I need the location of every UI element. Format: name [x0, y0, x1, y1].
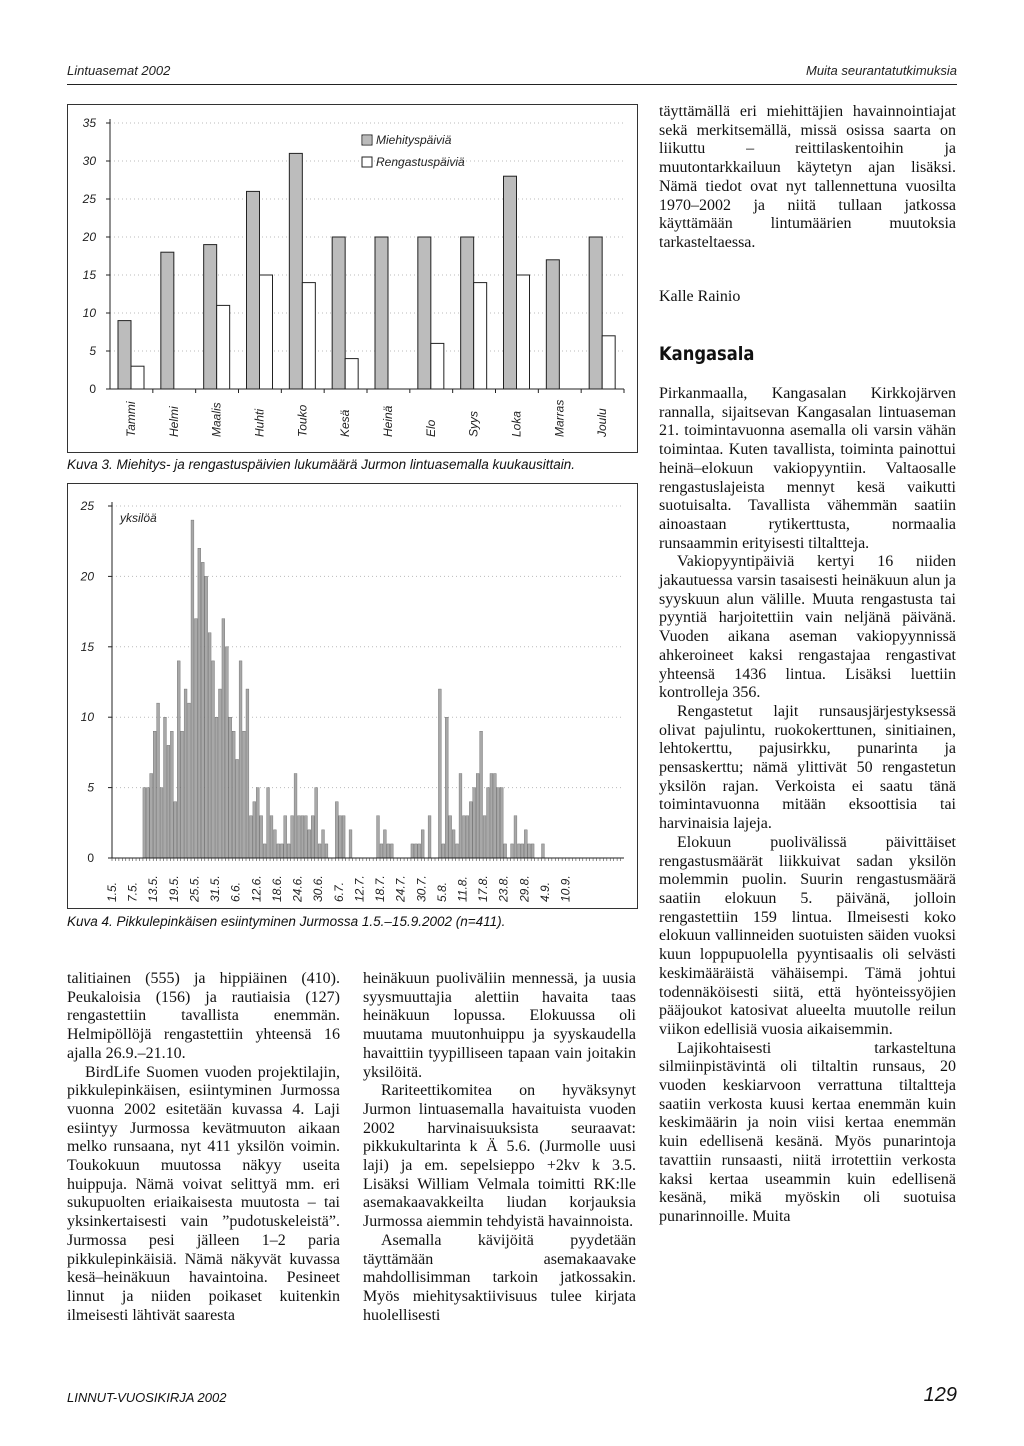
bar-daily-count [236, 759, 239, 858]
x-date-label: 18.7. [373, 875, 388, 902]
x-category-label: Syys [466, 410, 481, 437]
bar-daily-count [170, 731, 173, 858]
bar-daily-count [339, 816, 342, 858]
bar-daily-count [318, 844, 321, 858]
bar-daily-count [442, 844, 445, 858]
bar-ringing-days [474, 283, 487, 389]
chart-shrike-daily [68, 484, 637, 908]
x-date-label: 23.8. [496, 875, 511, 902]
bar-daily-count [277, 844, 280, 858]
bar-daily-count [445, 717, 448, 858]
x-date-label: 5.8. [434, 881, 449, 902]
left-para-2: BirdLife Suomen vuoden projektilajin, pikkulepinkäisen, esiintyminen Jurmossa vuonna 2002 esitetään kuvassa 4. Laji esiintyy Jurmossa kevätmuuton aikaan melko runsaana, nyt 411 yksilön voimin. Toukokuun muutossa näkyy useita huippuja. Nämä voivat selittyä mm. eri sukupuolten eriaikaisesta muutosta – tai yksinkertaisesti vain ”pudotuskeleistä”. Jurmossa pesi jälleen 1–2 paria pikkulepinkäisiä. Nämä näkyvät kuvassa kesä–heinäkuun havaintoina. Pesineet linnut ja niiden poikaset kuitenkin ilmeisesti lähtivät saaresta [67, 1063, 340, 1324]
bar-daily-count [473, 788, 476, 858]
x-date-label: 19.5. [166, 875, 181, 902]
bar-daily-count [428, 816, 431, 858]
running-header-right: Muita seurantatutkimuksia [805, 63, 957, 78]
bar-daily-count [514, 816, 517, 858]
bar-ringing-days [517, 275, 530, 389]
bar-daily-count [243, 731, 246, 858]
middle-column-text [363, 970, 636, 1325]
bar-daily-count [459, 774, 462, 858]
bar-manned-days [161, 252, 174, 389]
bar-daily-count [480, 731, 483, 858]
bar-daily-count [390, 844, 393, 858]
chart-legend [362, 133, 465, 169]
bar-daily-count [260, 816, 263, 858]
x-date-label: 30.7. [414, 875, 429, 902]
bar-daily-count [239, 661, 242, 858]
bar-daily-count [201, 562, 204, 858]
author-signature: Kalle Rainio [659, 288, 741, 305]
right-column-text [659, 385, 956, 1227]
bar-daily-count [249, 816, 252, 858]
bar-ringing-days [131, 366, 144, 389]
bar-daily-count [253, 802, 256, 858]
bar-ringing-days [602, 336, 615, 389]
y-tick-label: 15 [82, 268, 96, 282]
bar-manned-days [118, 321, 131, 389]
bar-daily-count [294, 774, 297, 858]
bar-daily-count [174, 802, 177, 858]
y-tick-label: 5 [89, 344, 96, 358]
right-para-1: Pirkanmaalla, Kangasalan Kirkkojärven rannalla, sijaitsevan Kangasalan lintuaseman 21. toimintavuonna asemalla oli varsin vähän toimintaa. Kuten tavallista, toiminta painottui heinä–elokuun vakiopyyntiin. Valtaosalle rengastuslajeista mennyt kesä vaikutti suotuisalta. Tavallista vähemmän saatiin ainoastaan rytikerttusta, normaalia runsaammin erityisesti tiltaltteja. [659, 385, 956, 552]
bar-daily-count [205, 576, 208, 858]
x-date-label: 4.9. [537, 881, 552, 902]
bar-daily-count [274, 830, 277, 858]
bar-daily-count [438, 689, 441, 858]
bar-daily-count [208, 633, 211, 858]
bar-ringing-days [302, 283, 315, 389]
bar-daily-count [483, 816, 486, 858]
section-heading-kangasala: Kangasala [659, 343, 755, 365]
bar-daily-count [466, 816, 469, 858]
x-date-label: 6.7. [331, 881, 346, 902]
bar-daily-count [301, 816, 304, 858]
y-tick-label: 0 [87, 851, 94, 865]
x-category-label: Helmi [166, 406, 181, 437]
bar-manned-days [546, 260, 559, 389]
bar-daily-count [270, 816, 273, 858]
bar-daily-count [387, 844, 390, 858]
bar-daily-count [380, 844, 383, 858]
bar-manned-days [204, 245, 217, 389]
bar-daily-count [521, 844, 524, 858]
x-category-label: Elo [423, 419, 438, 437]
bar-daily-count [198, 548, 201, 858]
right-para-4: Elokuun puolivälissä päivittäiset rengastusmäärät liikkuivat sadan yksilön molemmin puolin. Suurin rengastusmäärä saatiin elokuun 5. päivänä, jolloin rengastettiin 159 lintua. Ilmeisesti koko elokuun vallinneiden suotuisten säiden vuoksi kuun loppupuolella pyyntisaalis oli selvästi keskimääräistä vähäisempi. Tämä johtui todennäköisesti siitä, että hyönteissyöjien pääjoukot katosivat alueelta muutolle reilun viikon edellisiä vuosia aikaisemmin. [659, 833, 956, 1038]
y-tick-label: 5 [87, 780, 94, 795]
bar-daily-count [284, 816, 287, 858]
x-date-label: 7.5. [125, 881, 140, 902]
bar-daily-count [524, 830, 527, 858]
y-axis-label-individuals: yksilöä [120, 511, 157, 525]
bar-manned-days [247, 191, 260, 389]
bar-daily-count [487, 788, 490, 858]
x-date-label: 6.6. [228, 881, 243, 902]
bar-daily-count [504, 844, 507, 858]
bar-daily-count [280, 844, 283, 858]
figure-4-label: Kuva 4. [67, 914, 113, 929]
figure-3-text: Miehitys- ja rengastuspäivien lukumäärä Jurmon lintuasemalla kuukausittain. [116, 457, 576, 472]
x-category-label: Maalis [209, 402, 224, 437]
bar-daily-count [225, 647, 228, 858]
bar-ringing-days [345, 359, 358, 389]
bar-daily-count [377, 816, 380, 858]
middle-para-3: Asemalla kävijöitä pyydetään täyttämään asemakaavake mahdollisimman tarkoin jatkossakin. Myös miehitysaktiivisuus tulee kirjata huolellisesti [363, 1231, 636, 1324]
bar-daily-count [194, 619, 197, 858]
x-category-label: Tammi [124, 401, 138, 437]
bar-daily-count [315, 788, 318, 858]
bar-daily-count [256, 788, 259, 858]
bar-daily-count [153, 731, 156, 858]
x-category-label: Loka [509, 410, 524, 437]
bar-manned-days [418, 237, 431, 389]
bar-daily-count [222, 619, 225, 858]
right-para-2: Vakiopyyntipäiviä kertyi 16 niiden jakautuessa varsin tasaisesti heinäkuun alun ja syyskuun alun välille. Muuta rengastusta tai pyyntiä harjoitettiin vain neljänä päivänä. Vuoden aikana aseman vakiopyynnissä ahkeroineet kaksi rengastajaa rengastivat yhteensä 1436 lintua. Lisäksi luettiin kontrolleja 356. [659, 553, 956, 702]
x-date-label: 12.6. [249, 875, 264, 902]
bar-daily-count [335, 802, 338, 858]
bar-manned-days [589, 237, 602, 389]
footer-publication: LINNUT-VUOSIKIRJA 2002 [67, 1390, 227, 1405]
bar-daily-count [184, 689, 187, 858]
left-para-1: talitiainen (555) ja hippiäinen (410). Peukaloisia (156) ja rautiaisia (127) rengastettiin tavallista enemmän. Helmipöllöjä rengastettiin yhteensä 16 ajalla 26.9.–21.10. [67, 970, 340, 1062]
figure-3-caption [67, 457, 575, 472]
x-category-label: Joulu [595, 408, 610, 437]
y-tick-label: 35 [82, 116, 96, 130]
x-date-label: 11.8. [455, 876, 470, 902]
bar-daily-count [304, 816, 307, 858]
bar-daily-count [497, 788, 500, 858]
bar-daily-count [191, 520, 194, 858]
bar-daily-count [531, 844, 534, 858]
y-tick-label: 30 [82, 154, 96, 168]
figure-4-text: Pikkulepinkäisen esiintyminen Jurmossa 1.5.–15.9.2002 (n=411). [116, 914, 506, 929]
y-tick-label: 20 [80, 569, 94, 584]
chart-monthly-days [68, 105, 637, 452]
legend-label-manned-days: Miehityspäiviä [376, 133, 452, 147]
x-date-label: 24.6. [290, 875, 305, 902]
bar-daily-count [511, 844, 514, 858]
bar-daily-count [308, 830, 311, 858]
bar-ringing-days [431, 343, 444, 389]
bar-daily-count [528, 844, 531, 858]
bar-ringing-days [260, 275, 273, 389]
bar-daily-count [177, 661, 180, 858]
bar-daily-count [452, 830, 455, 858]
bar-daily-count [542, 844, 545, 858]
bar-daily-count [167, 745, 170, 858]
bar-daily-count [219, 689, 222, 858]
bar-daily-count [342, 816, 345, 858]
bar-daily-count [146, 788, 149, 858]
x-category-label: Kesä [338, 409, 353, 437]
bar-daily-count [232, 731, 235, 858]
x-date-label: 30.6. [311, 875, 326, 902]
bar-daily-count [291, 816, 294, 858]
right-top-paragraph: täyttämällä eri miehittäjien havainnointiajat sekä merkitsemällä, missä osissa saarta on liikuttu – reittilaskentoihin ja muutontarkkailuun käytetyn ajan lisäksi. Nämä tiedot ovat nyt tallennettuna vuosilta 1970–2002 ja niitä tullaan jatkossa käyttämään lintumäärien muutoksia tarkasteltaessa. [659, 103, 956, 251]
x-date-label: 25.5. [187, 875, 202, 902]
bar-daily-count [229, 717, 232, 858]
x-category-label: Heinä [381, 405, 395, 437]
figure-4-chart [67, 483, 638, 909]
bar-daily-count [449, 816, 452, 858]
figure-4-caption [67, 914, 505, 929]
bar-daily-count [325, 844, 328, 858]
left-column-text [67, 970, 340, 1325]
x-date-label: 13.5. [146, 875, 161, 902]
bar-daily-count [160, 788, 163, 858]
bar-daily-count [157, 703, 160, 858]
bar-manned-days [332, 237, 345, 389]
x-category-label: Huhti [252, 408, 267, 437]
bar-ringing-days [217, 305, 230, 389]
x-category-label: Touko [295, 404, 310, 437]
middle-para-2: Rariteettikomitea on hyväksynyt Jurmon lintuasemalla havaituista vuoden 2002 harvinaisuuksista seuraavat: pikkukultarinta k Ä 5.6. (Jurmolle uusi laji) ja em. sepelsieppo +2kv k 3.5. Lisäksi William Velmala toimitti RK:lle asemakaavakkeilta liudan korjauksia Jurmossa aiemmin tehdyistä havainnoista. [363, 1082, 636, 1231]
bar-daily-count [267, 788, 270, 858]
bar-daily-count [143, 788, 146, 858]
right-para-5: Lajikohtaisesti tarkasteltuna silmiinpistävintä oli tiltaltin runsaus, 20 vuoden keskiarvoon verrattuna tiltaltteja saatiin verkosta kuusi kertaa enemmän kuin keskimäärin ja noin viisi kertaa enemmän kuin edellisenä kesänä. Myös punarintoja tavattiin runsaasti, niitä irrotettiin verkosta kaksi kertaa useammin kuin edellisenä kesänä, mikä myöskin oli suotuisa punarinnoille. Muita [659, 1039, 956, 1225]
bar-daily-count [517, 844, 520, 858]
bar-daily-count [263, 844, 266, 858]
middle-para-1: heinäkuun puoliväliin mennessä, ja uusia syysmuuttajia alettiin havaita taas heinäkuun lopussa. Elokuussa oli muutama muutonhuippu ja syyskaudella havaittiin tyypilliseen tapaan vain joitakin yksilöitä. [363, 970, 636, 1081]
bar-daily-count [414, 844, 417, 858]
x-date-label: 31.5. [208, 875, 223, 902]
bar-daily-count [476, 774, 479, 858]
legend-label-ringing-days: Rengastuspäiviä [376, 155, 465, 169]
y-tick-label: 10 [80, 710, 94, 725]
x-date-label: 24.7. [393, 875, 408, 902]
bar-daily-count [493, 774, 496, 858]
bar-daily-count [462, 816, 465, 858]
bar-manned-days [504, 176, 517, 389]
running-header-left: Lintuasemat 2002 [67, 63, 171, 78]
x-date-label: 10.9. [558, 875, 573, 902]
bar-daily-count [322, 830, 325, 858]
bar-daily-count [164, 717, 167, 858]
bar-daily-count [383, 830, 386, 858]
bar-daily-count [311, 816, 314, 858]
bar-daily-count [215, 717, 218, 858]
bar-daily-count [490, 774, 493, 858]
x-date-label: 1.5. [105, 881, 119, 902]
page-number: 129 [923, 1384, 957, 1406]
bar-daily-count [469, 802, 472, 858]
figure-3-label: Kuva 3. [67, 457, 113, 472]
bar-daily-count [298, 816, 301, 858]
header-rule [67, 84, 957, 85]
bar-daily-count [188, 703, 191, 858]
y-tick-label: 25 [82, 192, 96, 206]
bar-daily-count [411, 844, 414, 858]
y-tick-label: 10 [82, 306, 96, 320]
bar-daily-count [212, 661, 215, 858]
x-date-label: 29.8. [517, 875, 532, 902]
figure-3-chart [67, 104, 638, 453]
x-category-label: Marras [552, 399, 567, 437]
bar-daily-count [500, 788, 503, 858]
bar-daily-count [150, 774, 153, 858]
bar-daily-count [456, 844, 459, 858]
y-tick-label: 25 [80, 499, 94, 513]
bar-manned-days [375, 237, 388, 389]
bar-manned-days [289, 153, 302, 389]
x-date-label: 18.6. [269, 875, 284, 902]
bar-daily-count [287, 844, 290, 858]
bar-daily-count [181, 731, 184, 858]
bar-daily-count [349, 830, 352, 858]
x-date-label: 17.8. [476, 875, 491, 902]
y-tick-label: 0 [89, 382, 96, 396]
right-para-3: Rengastetut lajit runsausjärjestyksessä olivat pajulintu, ruokokerttunen, sinitiainen, lehtokerttu, pajusirkku, punarinta ja pensaskerttu; nämä ylittivät 50 rengastetun yksilön rajan. Verkoista ei saatu tänä toimintavuonna mitään eksoottisia tai harvinaisia lajeja. [659, 702, 956, 833]
bar-daily-count [246, 689, 249, 858]
bar-manned-days [461, 237, 474, 389]
x-date-label: 12.7. [352, 875, 367, 902]
bar-daily-count [421, 830, 424, 858]
y-tick-label: 15 [80, 639, 94, 654]
y-tick-label: 20 [82, 230, 96, 244]
bar-daily-count [418, 844, 421, 858]
